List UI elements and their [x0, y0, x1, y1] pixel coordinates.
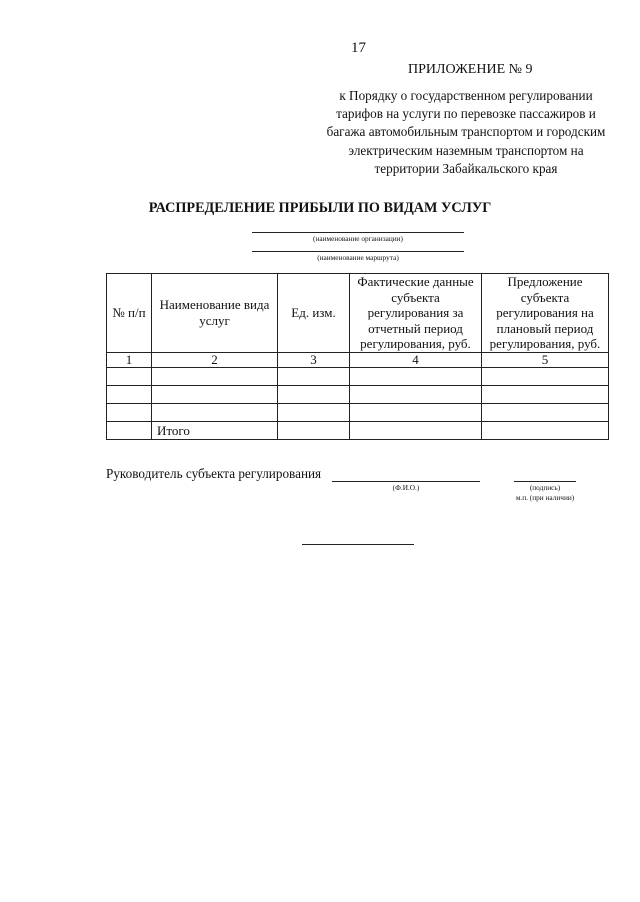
table-row — [107, 403, 609, 421]
route-caption: (наименование маршрута) — [317, 253, 399, 262]
header-number: № п/п — [107, 274, 152, 353]
header-proposal: Предложение субъекта регулирования на плановый период регулирования, руб. — [482, 274, 609, 353]
column-number: 2 — [152, 352, 278, 367]
table-cell — [152, 367, 278, 385]
appendix-line: электрическим наземным транспортом на — [348, 142, 584, 158]
page-number: 17 — [351, 40, 366, 56]
header-service-name: Наименование вида услуг — [152, 274, 278, 353]
table-cell — [152, 403, 278, 421]
name-line — [332, 481, 480, 482]
column-number: 3 — [278, 352, 350, 367]
route-line — [252, 251, 464, 252]
table-cell — [107, 403, 152, 421]
table-cell — [107, 367, 152, 385]
organization-line — [252, 232, 464, 233]
table-cell — [482, 421, 609, 439]
end-divider — [302, 544, 414, 545]
appendix-title: ПРИЛОЖЕНИЕ № 9 — [408, 62, 533, 77]
total-row — [107, 421, 609, 439]
table-cell — [350, 403, 482, 421]
table-cell — [350, 367, 482, 385]
column-number: 4 — [350, 352, 482, 367]
column-number: 5 — [482, 352, 609, 367]
table-cell — [107, 385, 152, 403]
table-cell — [482, 403, 609, 421]
table-header-row — [107, 274, 609, 353]
table-cell — [278, 421, 350, 439]
table-row — [107, 367, 609, 385]
table-cell — [278, 403, 350, 421]
table-cell — [278, 385, 350, 403]
table-cell — [482, 385, 609, 403]
appendix-line: к Порядку о государственном регулировании — [339, 88, 593, 103]
table-cell — [482, 367, 609, 385]
table-cell — [152, 385, 278, 403]
column-number-row — [107, 352, 609, 367]
column-number: 1 — [107, 352, 152, 367]
header-actual-data: Фактические данные субъекта регулирования за отчетный период регулирования, руб. — [350, 274, 482, 353]
signer-label: Руководитель субъекта регулирования — [106, 466, 322, 481]
signature-line — [514, 481, 576, 482]
table-cell — [107, 421, 152, 439]
stamp-caption: м.п. (при наличии) — [515, 493, 575, 502]
signature-caption: (подпись) — [529, 483, 561, 492]
appendix-line: багажа автомобильным транспортом и городским — [326, 124, 606, 140]
organization-caption: (наименование организации) — [313, 234, 403, 243]
name-caption: (Ф.И.О.) — [392, 483, 420, 492]
table-cell — [350, 421, 482, 439]
appendix-line: тарифов на услуги по перевозке пассажиров и — [336, 106, 596, 122]
header-unit: Ед. изм. — [278, 274, 350, 353]
total-label: Итого — [152, 421, 278, 439]
document-title: РАСПРЕДЕЛЕНИЕ ПРИБЫЛИ ПО ВИДАМ УСЛУГ — [148, 200, 492, 216]
profit-distribution-table — [106, 273, 609, 440]
appendix-text — [318, 87, 614, 178]
table-cell — [350, 385, 482, 403]
table-row — [107, 385, 609, 403]
table-cell — [278, 367, 350, 385]
appendix-line: территории Забайкальского края — [374, 160, 558, 176]
